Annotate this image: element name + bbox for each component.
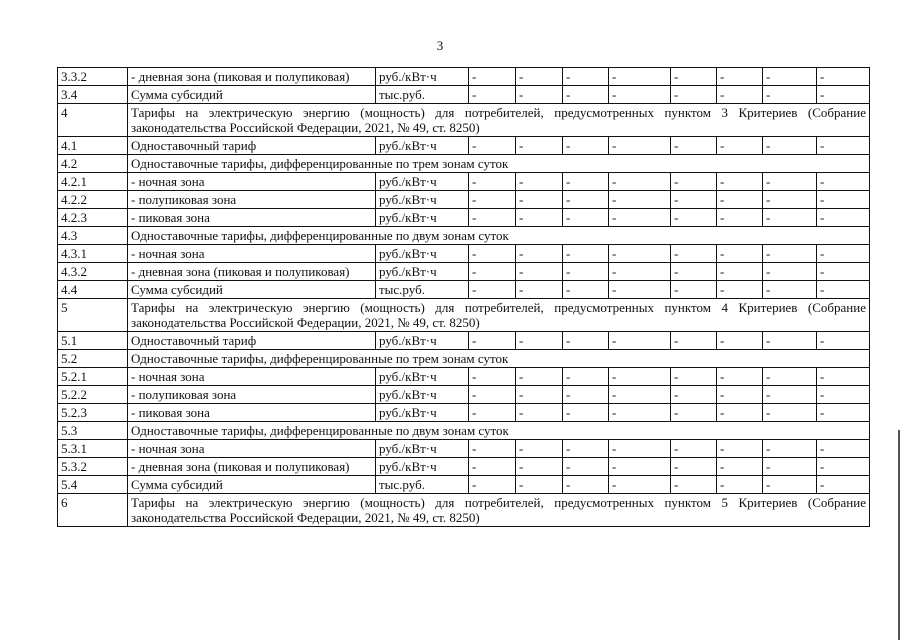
row-number-cell: 4.3.2 bbox=[58, 263, 128, 281]
indicator-name-cell: - пиковая зона bbox=[128, 209, 376, 227]
value-cell: - bbox=[763, 458, 817, 476]
value-cell: - bbox=[469, 368, 516, 386]
table-row bbox=[58, 245, 870, 263]
value-cell: - bbox=[563, 173, 609, 191]
unit-cell: руб./кВт·ч bbox=[376, 458, 469, 476]
value-cell: - bbox=[817, 368, 870, 386]
value-cell: - bbox=[469, 404, 516, 422]
value-cell: - bbox=[817, 68, 870, 86]
value-cell: - bbox=[609, 368, 671, 386]
unit-cell: руб./кВт·ч bbox=[376, 404, 469, 422]
value-cell: - bbox=[469, 245, 516, 263]
row-number-cell: 5.1 bbox=[58, 332, 128, 350]
value-cell: - bbox=[609, 137, 671, 155]
value-cell: - bbox=[763, 209, 817, 227]
section-title-cell: Тарифы на электрическую энергию (мощность) для потребителей, предусмотренных пунктом 4 Критериев (Собрание законодательства Российской Федерации, 2021, № 49, ст. 8250) bbox=[128, 299, 870, 332]
table-row bbox=[58, 440, 870, 458]
value-cell: - bbox=[516, 440, 563, 458]
value-cell: - bbox=[563, 245, 609, 263]
value-cell: - bbox=[671, 458, 717, 476]
table-row bbox=[58, 86, 870, 104]
value-cell: - bbox=[671, 404, 717, 422]
value-cell: - bbox=[671, 86, 717, 104]
indicator-name-cell: - ночная зона bbox=[128, 245, 376, 263]
value-cell: - bbox=[563, 209, 609, 227]
value-cell: - bbox=[469, 68, 516, 86]
unit-cell: руб./кВт·ч bbox=[376, 263, 469, 281]
value-cell: - bbox=[763, 86, 817, 104]
value-cell: - bbox=[609, 86, 671, 104]
table-row bbox=[58, 476, 870, 494]
value-cell: - bbox=[671, 386, 717, 404]
value-cell: - bbox=[516, 332, 563, 350]
value-cell: - bbox=[717, 386, 763, 404]
indicator-name-cell: Одноставочный тариф bbox=[128, 332, 376, 350]
row-number-cell: 4.3.1 bbox=[58, 245, 128, 263]
indicator-name-cell: - ночная зона bbox=[128, 368, 376, 386]
value-cell: - bbox=[717, 68, 763, 86]
value-cell: - bbox=[717, 404, 763, 422]
section-title-cell: Тарифы на электрическую энергию (мощность) для потребителей, предусмотренных пунктом 3 Критериев (Собрание законодательства Российской Федерации, 2021, № 49, ст. 8250) bbox=[128, 104, 870, 137]
value-cell: - bbox=[717, 86, 763, 104]
value-cell: - bbox=[763, 281, 817, 299]
value-cell: - bbox=[817, 404, 870, 422]
value-cell: - bbox=[609, 173, 671, 191]
value-cell: - bbox=[563, 86, 609, 104]
section-title-cell: Одноставочные тарифы, дифференцированные по трем зонам суток bbox=[128, 155, 870, 173]
row-number-cell: 3.4 bbox=[58, 86, 128, 104]
value-cell: - bbox=[469, 86, 516, 104]
value-cell: - bbox=[817, 173, 870, 191]
value-cell: - bbox=[516, 137, 563, 155]
value-cell: - bbox=[763, 245, 817, 263]
row-number-cell: 4.2.1 bbox=[58, 173, 128, 191]
value-cell: - bbox=[563, 404, 609, 422]
value-cell: - bbox=[469, 332, 516, 350]
unit-cell: руб./кВт·ч bbox=[376, 332, 469, 350]
value-cell: - bbox=[563, 476, 609, 494]
value-cell: - bbox=[717, 368, 763, 386]
indicator-name-cell: - полупиковая зона bbox=[128, 386, 376, 404]
unit-cell: руб./кВт·ч bbox=[376, 191, 469, 209]
table-row bbox=[58, 173, 870, 191]
value-cell: - bbox=[563, 332, 609, 350]
section-title-cell: Одноставочные тарифы, дифференцированные по двум зонам суток bbox=[128, 422, 870, 440]
unit-cell: тыс.руб. bbox=[376, 86, 469, 104]
indicator-name-cell: - пиковая зона bbox=[128, 404, 376, 422]
indicator-name-cell: - дневная зона (пиковая и полупиковая) bbox=[128, 68, 376, 86]
row-number-cell: 4.1 bbox=[58, 137, 128, 155]
value-cell: - bbox=[717, 332, 763, 350]
value-cell: - bbox=[763, 440, 817, 458]
value-cell: - bbox=[763, 368, 817, 386]
value-cell: - bbox=[563, 440, 609, 458]
value-cell: - bbox=[817, 386, 870, 404]
value-cell: - bbox=[563, 281, 609, 299]
value-cell: - bbox=[469, 458, 516, 476]
value-cell: - bbox=[516, 263, 563, 281]
indicator-name-cell: - полупиковая зона bbox=[128, 191, 376, 209]
value-cell: - bbox=[763, 476, 817, 494]
value-cell: - bbox=[469, 209, 516, 227]
value-cell: - bbox=[717, 458, 763, 476]
section-header-row bbox=[58, 227, 870, 245]
table-row bbox=[58, 368, 870, 386]
value-cell: - bbox=[763, 191, 817, 209]
unit-cell: руб./кВт·ч bbox=[376, 68, 469, 86]
value-cell: - bbox=[717, 137, 763, 155]
row-number-cell: 5.2 bbox=[58, 350, 128, 368]
value-cell: - bbox=[763, 137, 817, 155]
row-number-cell: 5.3.1 bbox=[58, 440, 128, 458]
indicator-name-cell: - ночная зона bbox=[128, 440, 376, 458]
tariff-table bbox=[57, 67, 870, 527]
value-cell: - bbox=[671, 332, 717, 350]
table-row bbox=[58, 281, 870, 299]
row-number-cell: 4.2.3 bbox=[58, 209, 128, 227]
value-cell: - bbox=[563, 368, 609, 386]
section-header-row bbox=[58, 422, 870, 440]
value-cell: - bbox=[717, 263, 763, 281]
indicator-name-cell: - дневная зона (пиковая и полупиковая) bbox=[128, 263, 376, 281]
value-cell: - bbox=[671, 263, 717, 281]
value-cell: - bbox=[469, 191, 516, 209]
table-row bbox=[58, 332, 870, 350]
value-cell: - bbox=[763, 332, 817, 350]
value-cell: - bbox=[671, 68, 717, 86]
value-cell: - bbox=[516, 476, 563, 494]
value-cell: - bbox=[609, 458, 671, 476]
value-cell: - bbox=[516, 191, 563, 209]
value-cell: - bbox=[563, 191, 609, 209]
value-cell: - bbox=[817, 440, 870, 458]
row-number-cell: 4.2 bbox=[58, 155, 128, 173]
row-number-cell: 4.4 bbox=[58, 281, 128, 299]
table-row bbox=[58, 137, 870, 155]
value-cell: - bbox=[609, 68, 671, 86]
value-cell: - bbox=[671, 245, 717, 263]
value-cell: - bbox=[671, 209, 717, 227]
indicator-name-cell: - дневная зона (пиковая и полупиковая) bbox=[128, 458, 376, 476]
row-number-cell: 4.2.2 bbox=[58, 191, 128, 209]
value-cell: - bbox=[516, 404, 563, 422]
value-cell: - bbox=[516, 86, 563, 104]
value-cell: - bbox=[717, 191, 763, 209]
value-cell: - bbox=[817, 476, 870, 494]
row-number-cell: 5.2.1 bbox=[58, 368, 128, 386]
value-cell: - bbox=[469, 137, 516, 155]
row-number-cell: 5.3.2 bbox=[58, 458, 128, 476]
value-cell: - bbox=[516, 173, 563, 191]
unit-cell: руб./кВт·ч bbox=[376, 368, 469, 386]
value-cell: - bbox=[763, 404, 817, 422]
unit-cell: тыс.руб. bbox=[376, 281, 469, 299]
value-cell: - bbox=[763, 68, 817, 86]
table-row bbox=[58, 263, 870, 281]
value-cell: - bbox=[717, 281, 763, 299]
value-cell: - bbox=[516, 209, 563, 227]
value-cell: - bbox=[717, 245, 763, 263]
unit-cell: руб./кВт·ч bbox=[376, 173, 469, 191]
value-cell: - bbox=[817, 86, 870, 104]
value-cell: - bbox=[671, 440, 717, 458]
indicator-name-cell: - ночная зона bbox=[128, 173, 376, 191]
value-cell: - bbox=[516, 68, 563, 86]
value-cell: - bbox=[469, 281, 516, 299]
table-row bbox=[58, 68, 870, 86]
indicator-name-cell: Одноставочный тариф bbox=[128, 137, 376, 155]
row-number-cell: 4 bbox=[58, 104, 128, 137]
value-cell: - bbox=[817, 209, 870, 227]
table-row bbox=[58, 386, 870, 404]
value-cell: - bbox=[469, 476, 516, 494]
value-cell: - bbox=[516, 458, 563, 476]
value-cell: - bbox=[609, 191, 671, 209]
value-cell: - bbox=[671, 173, 717, 191]
unit-cell: руб./кВт·ч bbox=[376, 137, 469, 155]
value-cell: - bbox=[469, 440, 516, 458]
value-cell: - bbox=[671, 281, 717, 299]
value-cell: - bbox=[516, 245, 563, 263]
section-header-row bbox=[58, 155, 870, 173]
value-cell: - bbox=[671, 137, 717, 155]
row-number-cell: 5.2.3 bbox=[58, 404, 128, 422]
value-cell: - bbox=[671, 476, 717, 494]
table-row bbox=[58, 191, 870, 209]
value-cell: - bbox=[817, 263, 870, 281]
table-row bbox=[58, 458, 870, 476]
value-cell: - bbox=[516, 368, 563, 386]
row-number-cell: 4.3 bbox=[58, 227, 128, 245]
section-header-row bbox=[58, 494, 870, 527]
value-cell: - bbox=[817, 458, 870, 476]
value-cell: - bbox=[671, 191, 717, 209]
unit-cell: руб./кВт·ч bbox=[376, 245, 469, 263]
value-cell: - bbox=[671, 368, 717, 386]
value-cell: - bbox=[817, 281, 870, 299]
value-cell: - bbox=[469, 386, 516, 404]
value-cell: - bbox=[717, 440, 763, 458]
value-cell: - bbox=[609, 209, 671, 227]
value-cell: - bbox=[563, 263, 609, 281]
indicator-name-cell: Сумма субсидий bbox=[128, 86, 376, 104]
value-cell: - bbox=[563, 68, 609, 86]
unit-cell: тыс.руб. bbox=[376, 476, 469, 494]
value-cell: - bbox=[717, 173, 763, 191]
value-cell: - bbox=[469, 263, 516, 281]
section-title-cell: Тарифы на электрическую энергию (мощность) для потребителей, предусмотренных пунктом 5 Критериев (Собрание законодательства Российской Федерации, 2021, № 49, ст. 8250) bbox=[128, 494, 870, 527]
section-title-cell: Одноставочные тарифы, дифференцированные по трем зонам суток bbox=[128, 350, 870, 368]
indicator-name-cell: Сумма субсидий bbox=[128, 476, 376, 494]
section-header-row bbox=[58, 350, 870, 368]
value-cell: - bbox=[763, 173, 817, 191]
value-cell: - bbox=[516, 281, 563, 299]
row-number-cell: 5 bbox=[58, 299, 128, 332]
value-cell: - bbox=[817, 245, 870, 263]
value-cell: - bbox=[609, 404, 671, 422]
value-cell: - bbox=[563, 386, 609, 404]
table-row bbox=[58, 404, 870, 422]
value-cell: - bbox=[817, 191, 870, 209]
page-number: 3 bbox=[436, 38, 444, 53]
scan-edge-mark bbox=[898, 430, 900, 640]
value-cell: - bbox=[609, 440, 671, 458]
unit-cell: руб./кВт·ч bbox=[376, 386, 469, 404]
row-number-cell: 6 bbox=[58, 494, 128, 527]
table-body bbox=[58, 68, 870, 527]
unit-cell: руб./кВт·ч bbox=[376, 440, 469, 458]
section-header-row bbox=[58, 104, 870, 137]
value-cell: - bbox=[516, 386, 563, 404]
value-cell: - bbox=[717, 476, 763, 494]
value-cell: - bbox=[717, 209, 763, 227]
value-cell: - bbox=[763, 263, 817, 281]
value-cell: - bbox=[609, 332, 671, 350]
value-cell: - bbox=[469, 173, 516, 191]
row-number-cell: 3.3.2 bbox=[58, 68, 128, 86]
value-cell: - bbox=[609, 263, 671, 281]
value-cell: - bbox=[763, 386, 817, 404]
value-cell: - bbox=[609, 386, 671, 404]
value-cell: - bbox=[609, 245, 671, 263]
section-title-cell: Одноставочные тарифы, дифференцированные по двум зонам суток bbox=[128, 227, 870, 245]
row-number-cell: 5.4 bbox=[58, 476, 128, 494]
value-cell: - bbox=[563, 458, 609, 476]
value-cell: - bbox=[563, 137, 609, 155]
unit-cell: руб./кВт·ч bbox=[376, 209, 469, 227]
table-row bbox=[58, 209, 870, 227]
value-cell: - bbox=[609, 476, 671, 494]
section-header-row bbox=[58, 299, 870, 332]
value-cell: - bbox=[817, 332, 870, 350]
row-number-cell: 5.2.2 bbox=[58, 386, 128, 404]
value-cell: - bbox=[817, 137, 870, 155]
row-number-cell: 5.3 bbox=[58, 422, 128, 440]
value-cell: - bbox=[609, 281, 671, 299]
indicator-name-cell: Сумма субсидий bbox=[128, 281, 376, 299]
